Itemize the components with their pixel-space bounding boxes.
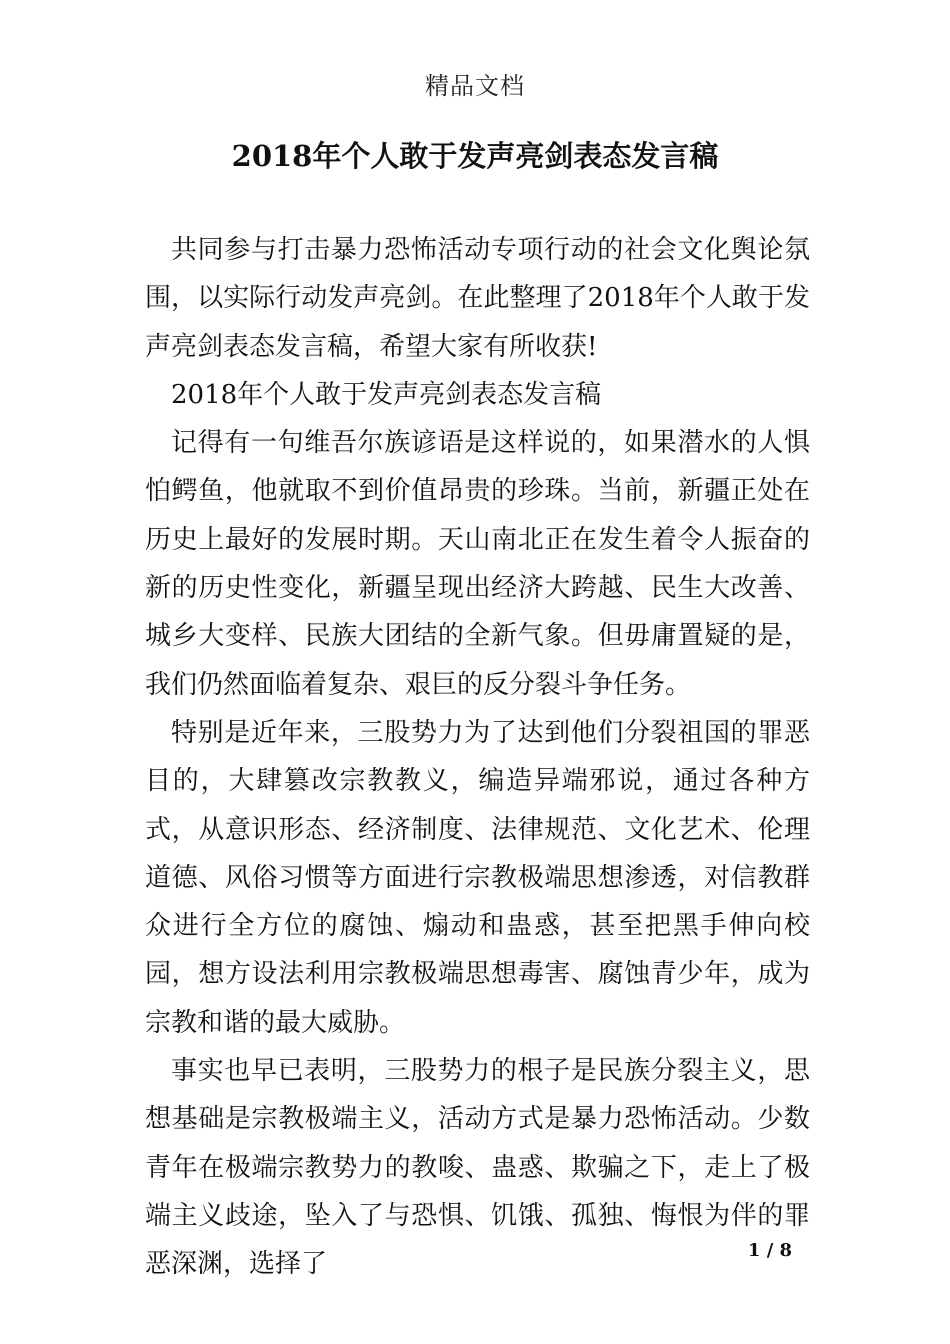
paragraph-subtitle: 2018年个人敢于发声亮剑表态发言稿	[171, 379, 602, 410]
paragraph-facts: 事实也早已表明，三股势力的根子是民族分裂主义，思想基础是宗教极端主义，活动方式是暴力恐怖活动。少数青年在极端宗教势力的教唆、蛊惑、欺骗之下，走上了极端主义歧途，坠入了与恐惧、饥饿、孤独、悔恨为伴的罪恶深渊，选择了	[145, 1056, 810, 1280]
document-title: 2018年个人敢于发声亮剑表态发言稿	[231, 139, 719, 173]
page-header: 精品文档	[425, 72, 525, 100]
page-number: 1 / 8	[747, 1240, 793, 1261]
paragraph-intro: 共同参与打击暴力恐怖活动专项行动的社会文化舆论氛围，以实际行动发声亮剑。在此整理了2018年个人敢于发声亮剑表态发言稿，希望大家有所收获!	[145, 235, 810, 362]
document-body	[145, 226, 810, 1289]
paragraph-recent-years: 特别是近年来，三股势力为了达到他们分裂祖国的罪恶目的，大肆篡改宗教教义，编造异端邪说，通过各种方式，从意识形态、经济制度、法律规范、文化艺术、伦理道德、风俗习惯等方面进行宗教极端思想渗透，对信教群众进行全方位的腐蚀、煽动和蛊惑，甚至把黑手伸向校园，想方设法利用宗教极端思想毒害、腐蚀青少年，成为宗教和谐的最大威胁。	[145, 717, 810, 1038]
paragraph-proverb: 记得有一句维吾尔族谚语是这样说的，如果潜水的人惧怕鳄鱼，他就取不到价值昂贵的珍珠。当前，新疆正处在历史上最好的发展时期。天山南北正在发生着令人振奋的新的历史性变化，新疆呈现出经济大跨越、民生大改善、城乡大变样、民族大团结的全新气象。但毋庸置疑的是，我们仍然面临着复杂、艰巨的反分裂斗争任务。	[145, 428, 810, 700]
